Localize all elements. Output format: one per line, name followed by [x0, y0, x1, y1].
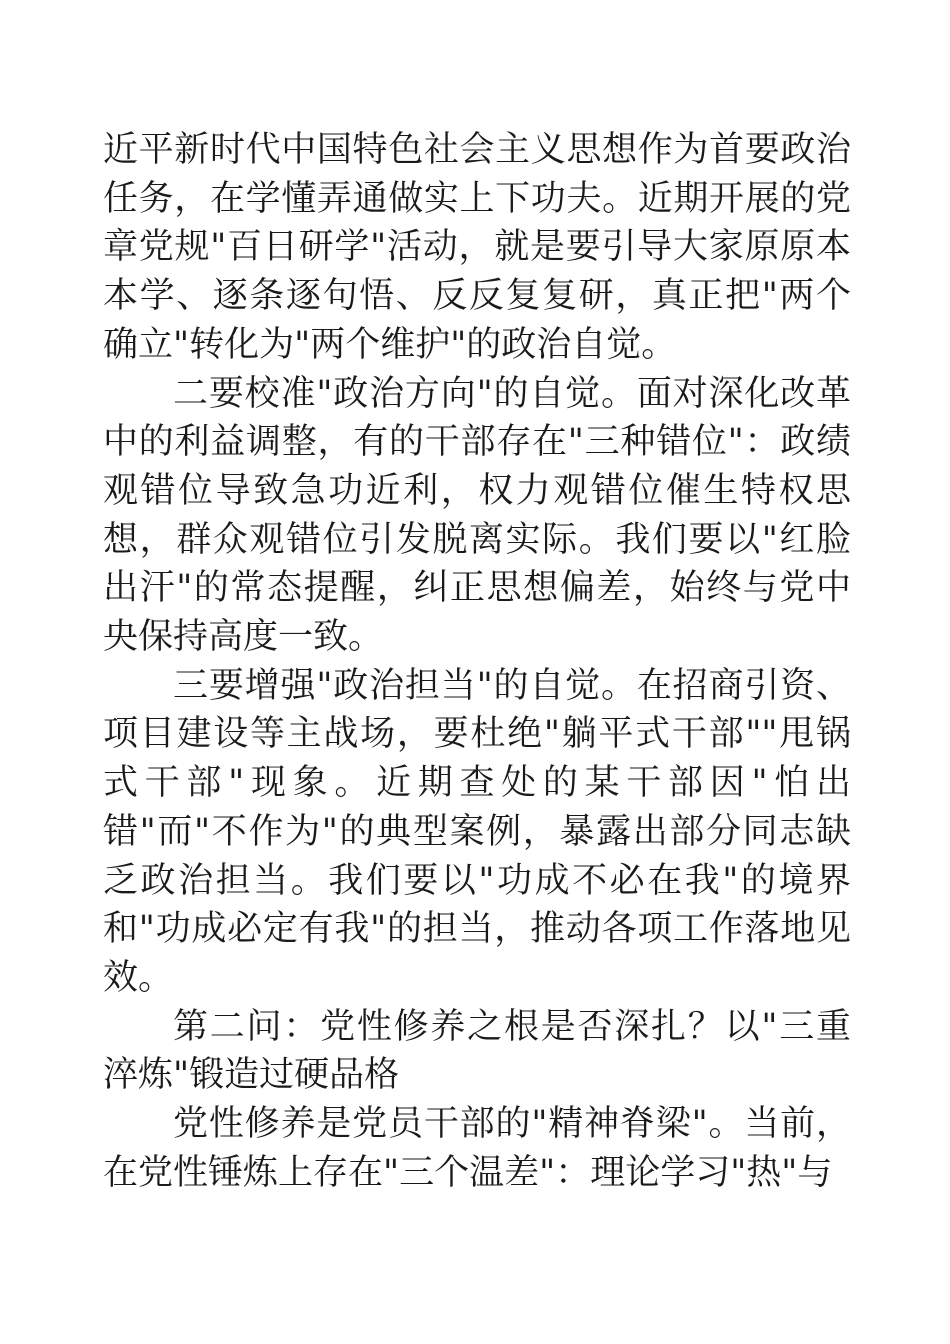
- section-heading: 第二问：党性修养之根是否深扎？以"三重淬炼"锻造过硬品格: [103, 1006, 851, 1096]
- document-page: [103, 126, 851, 1197]
- paragraph-4: 党性修养是党员干部的"精神脊梁"。当前，在党性锤炼上存在"三个温差"：理论学习"热"与: [103, 1104, 851, 1193]
- paragraph-1: 近平新时代中国特色社会主义思想作为首要政治任务，在学懂弄通做实上下功夫。近期开展的党章党规"百日研学"活动，就是要引导大家原原本本学、逐条逐句悟、反反复复研，真正把"两个确立"转化为"两个维护"的政治自觉。: [103, 130, 851, 365]
- paragraph-2: 二要校准"政治方向"的自觉。面对深化改革中的利益调整，有的干部存在"三种错位"：政绩观错位导致急功近利，权力观错位催生特权思想，群众观错位引发脱离实际。我们要以"红脸出汗"的常态提醒，纠正思想偏差，始终与党中央保持高度一致。: [103, 373, 851, 658]
- paragraph-3: 三要增强"政治担当"的自觉。在招商引资、项目建设等主战场，要杜绝"躺平式干部""甩锅式干部"现象。近期查处的某干部因"怕出错"而"不作为"的典型案例，暴露出部分同志缺乏政治担当。我们要以"功成不必在我"的境界和"功成必定有我"的担当，推动各项工作落地见效。: [103, 665, 851, 998]
